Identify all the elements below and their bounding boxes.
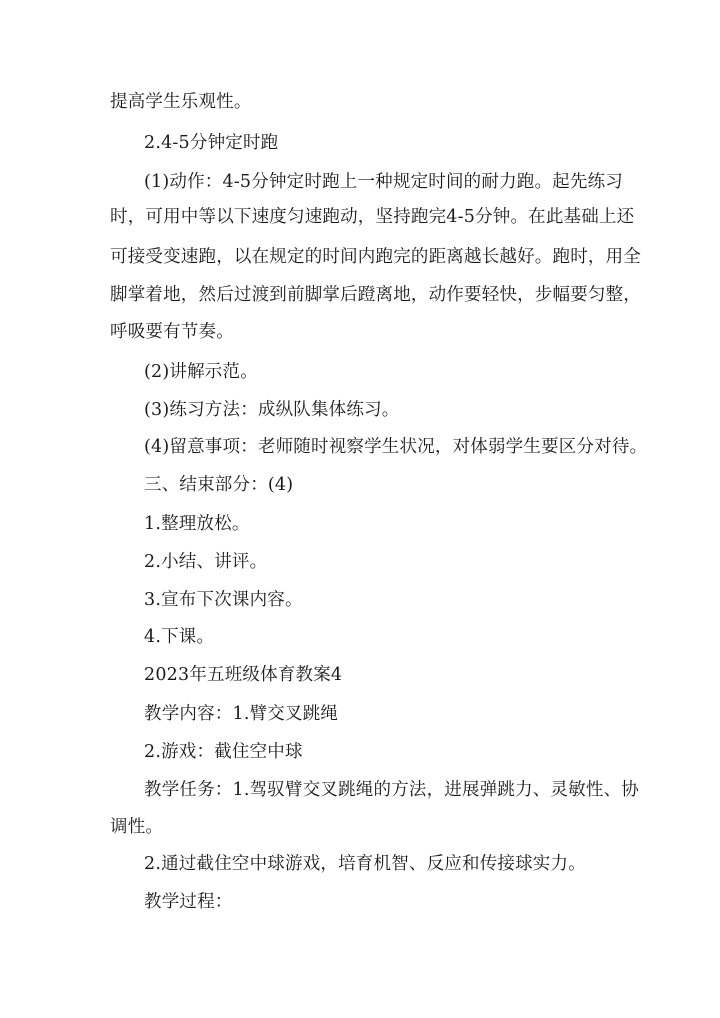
text-line: 提高学生乐观性。: [110, 92, 252, 112]
text-line: 2.通过截住空中球游戏，培育机智、反应和传接球实力。: [144, 854, 586, 874]
text-line: 教学内容：1.臂交叉跳绳: [144, 704, 339, 724]
text-line: (4)留意事项：老师随时视察学生状况，对体弱学生要区分对待。: [144, 437, 648, 457]
text-line: 呼吸要有节奏。: [110, 322, 234, 342]
list-item: 2.小结、讲评。: [144, 552, 268, 572]
list-item: 3.宣布下次课内容。: [144, 590, 303, 610]
text-line: 脚掌着地，然后过渡到前脚掌后蹬离地，动作要轻快，步幅要匀整，: [110, 285, 641, 305]
text-line: (2)讲解示范。: [144, 362, 258, 382]
document-title: 2023年五班级体育教案4: [144, 665, 343, 685]
text-line: 调性。: [110, 817, 164, 837]
list-item: 4.下课。: [144, 627, 215, 647]
text-line: 可接受变速跑，以在规定的时间内跑完的距离越长越好。跑时，用全: [110, 247, 641, 267]
list-item: 1.整理放松。: [144, 514, 250, 534]
text-line: (1)动作：4-5分钟定时跑上一种规定时间的耐力跑。起先练习: [144, 172, 623, 192]
section-heading: 三、结束部分：(4): [144, 475, 294, 495]
text-line: 教学任务：1.驾驭臂交叉跳绳的方法，进展弹跳力、灵敏性、协: [144, 780, 639, 800]
section-heading: 教学过程：: [144, 892, 233, 912]
section-heading: 2.4-5分钟定时跑: [144, 133, 279, 153]
text-line: (3)练习方法：成纵队集体练习。: [144, 400, 400, 420]
text-line: 时，可用中等以下速度匀速跑动，坚持跑完4-5分钟。在此基础上还: [110, 207, 635, 227]
text-line: 2.游戏：截住空中球: [144, 742, 303, 762]
